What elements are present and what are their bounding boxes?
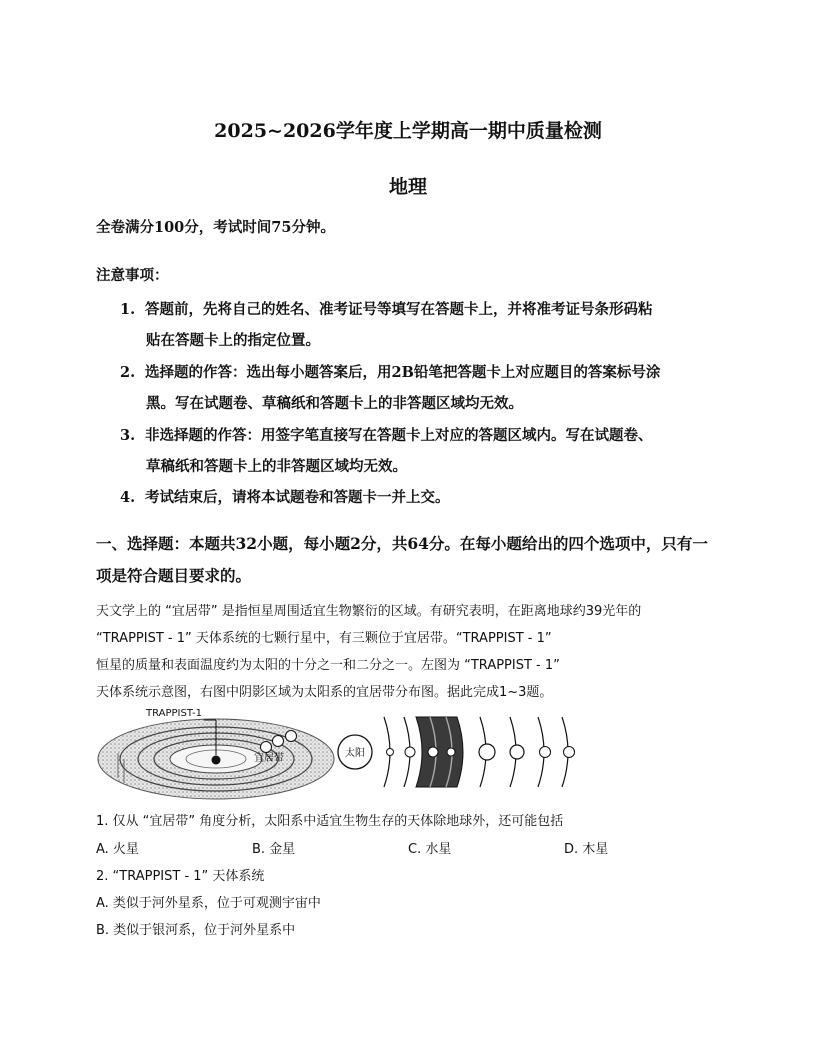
question-1-option-d[interactable]: D. 木星: [564, 842, 609, 857]
note-number: 4.: [120, 489, 136, 506]
note-item-3: [120, 424, 653, 445]
planet-icon: [510, 745, 524, 759]
note-item-1: [120, 298, 653, 319]
planet-icon: [479, 744, 495, 760]
note-item-2: [120, 361, 660, 382]
note-text: 选择题的作答：选出每小题答案后，用2B铅笔把答题卡上对应题目的答案标号涂: [145, 364, 661, 381]
passage-line-4: 天体系统示意图，右图中阴影区域为太阳系的宜居带分布图。据此完成1~3题。: [96, 685, 553, 700]
passage-line-1: 天文学上的 “宜居带” 是指恒星周围适宜生物繁衍的区域。有研究表明，在距离地球约39光年的: [96, 604, 642, 619]
planet-icon: [286, 731, 297, 742]
habitable-zone-figure: [94, 703, 594, 803]
question-1-option-b[interactable]: B. 金星: [252, 842, 296, 857]
habitable-zone-label: 宜居带: [254, 753, 284, 764]
planet-icon: [428, 747, 438, 757]
notes-heading: 注意事项：: [96, 267, 169, 284]
subject-title: 地理: [388, 176, 427, 198]
solar-system-diagram: [338, 717, 575, 787]
note-text: 答题前，先将自己的姓名、准考证号等填写在答题卡上，并将准考证号条形码粘: [145, 301, 653, 318]
trappist-label: TRAPPIST-1: [146, 708, 203, 719]
note-number: 1.: [120, 301, 136, 318]
planet-icon: [387, 749, 394, 756]
note-text: 非选择题的作答：用签字笔直接写在答题卡上对应的答题区域内。写在试题卷、: [145, 427, 653, 444]
note-item-3-cont: 草稿纸和答题卡上的非答题区域均无效。: [146, 458, 407, 475]
sun-label: 太阳: [345, 748, 365, 759]
passage-line-2: “TRAPPIST - 1” 天体系统的七颗行星中，有三颗位于宜居带。“TRAPPIST - 1”: [96, 631, 552, 646]
planet-icon: [273, 736, 284, 747]
passage-line-3: 恒星的质量和表面温度约为太阳的十分之一和二分之一。左图为 “TRAPPIST - 1”: [96, 658, 560, 673]
note-item-1-cont: 贴在答题卡上的指定位置。: [146, 332, 320, 349]
habitable-zone-band: [416, 717, 463, 787]
planet-icon: [261, 742, 272, 753]
question-1-option-a[interactable]: A. 火星: [96, 842, 139, 857]
question-2-option-a[interactable]: A. 类似于河外星系，位于可观测宇宙中: [96, 896, 321, 911]
note-number: 3.: [120, 427, 136, 444]
section-heading-line1: 一、选择题：本题共32小题，每小题2分，共64分。在每小题给出的四个选项中，只有一: [96, 534, 708, 553]
note-text: 考试结束后，请将本试题卷和答题卡一并上交。: [145, 489, 450, 506]
section-heading-line2: 项是符合题目要求的。: [96, 566, 252, 585]
trappist-star-icon: [212, 756, 221, 765]
question-1-option-c[interactable]: C. 水星: [408, 842, 452, 857]
planet-icon: [540, 747, 551, 758]
exam-title: 2025~2026学年度上学期高一期中质量检测: [214, 120, 602, 142]
note-item-4: [120, 486, 450, 507]
planet-icon: [405, 747, 415, 757]
planet-icon: [447, 748, 455, 756]
note-number: 2.: [120, 364, 136, 381]
question-1-stem: 1. 仅从 “宜居带” 角度分析，太阳系中适宜生物生存的天体除地球外，还可能包括: [96, 814, 564, 829]
trappist-diagram: [98, 708, 334, 799]
exam-intro: 全卷满分100分，考试时间75分钟。: [96, 219, 335, 236]
planet-icon: [564, 747, 575, 758]
note-item-2-cont: 黑。写在试题卷、草稿纸和答题卡上的非答题区域均无效。: [146, 395, 523, 412]
question-2-stem: 2. “TRAPPIST - 1” 天体系统: [96, 869, 265, 884]
question-2-option-b[interactable]: B. 类似于银河系，位于河外星系中: [96, 923, 296, 938]
